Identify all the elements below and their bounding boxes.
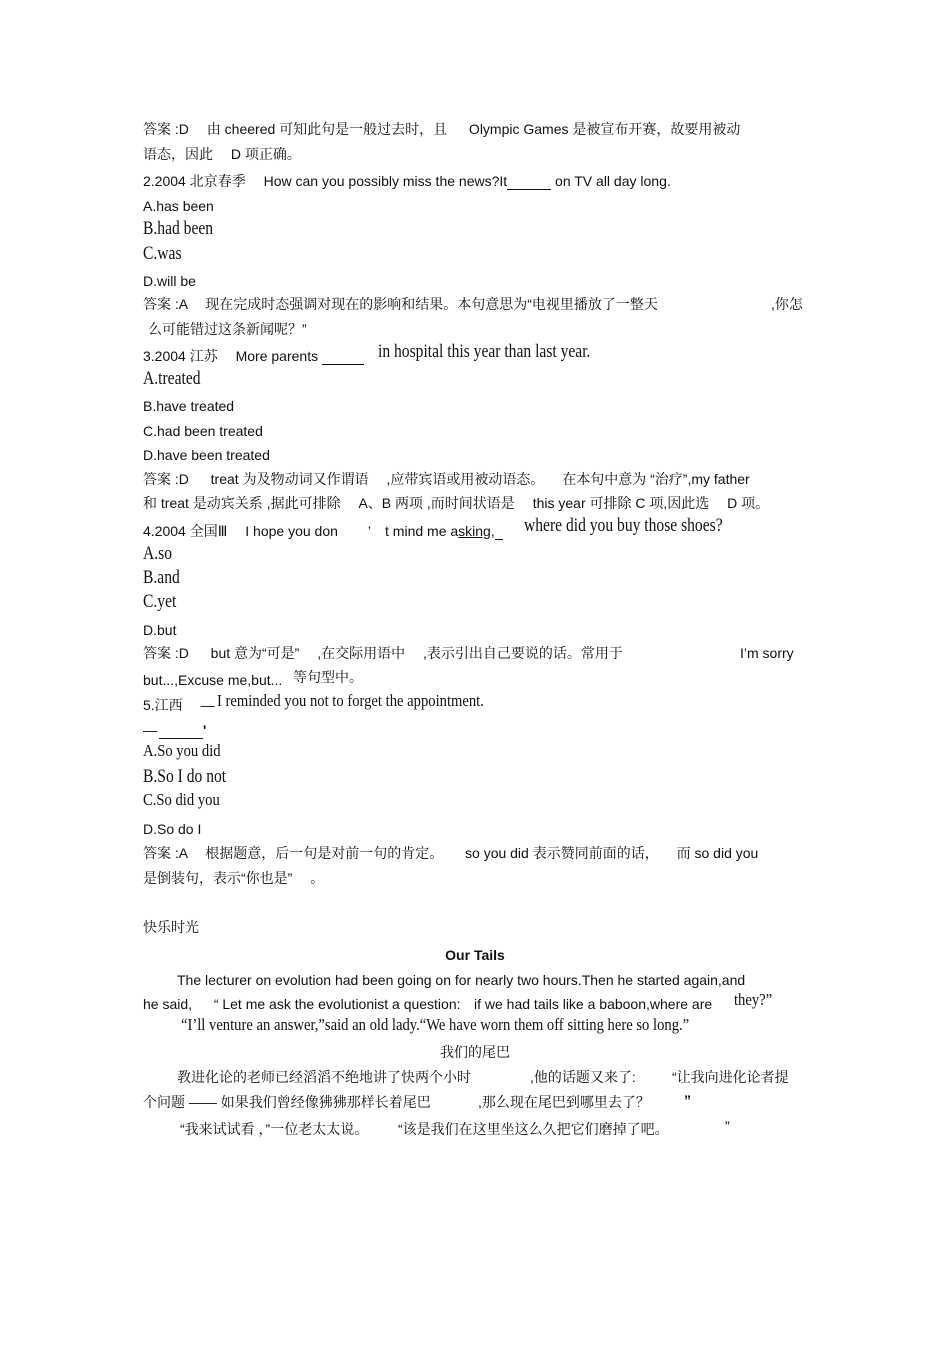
q2-stem [143,172,671,190]
q5-option-d: D.So do I [143,821,202,837]
joke-en-line2-a: he said, “ Let me ask the evolutionist a question: [143,996,461,1012]
joke-cn-title: 我们的尾巴 [440,1044,510,1060]
q5-option-a: A.So you did [143,741,221,760]
q3-answer-line2: 和 treat 是动宾关系 ,据此可排除 A、B 两项 ,而时间状语是 this year 可排除 C 项,因此选 D 项。 [143,495,770,511]
joke-cn-line1-a: 教进化论的老师已经滔滔不绝地讲了快两个小时 [177,1069,471,1085]
q3-stem-b: in hospital this year than last year. [378,341,591,362]
q5-answer-line1: 答案 :A 根据题意，后一句是对前一句的肯定。 so you did 表示赞同前面的话， 而 so did you [143,845,759,861]
q4-answer-line2-a: but...,Excuse me,but... [143,672,283,688]
q4-stem-a: 4.2004 全国Ⅲ I hope you don [143,523,338,539]
q1-answer-line2: 语态，因此 D 项正确。 [143,146,301,162]
joke-en-line2-b: if we had tails like a baboon,where are [474,996,713,1012]
joke-cn-line2-c: ” [684,1092,691,1108]
q4-stem-b: t mind me a [385,523,459,539]
q5-blank [159,724,203,739]
q5-option-b: B.So I do not [143,766,227,787]
joke-cn-line2-b: ,那么现在尾巴到哪里去了？ [478,1094,650,1110]
q3-option-b: B.have treated [143,398,235,414]
q5-response: — ' [143,722,207,738]
q1-answer-line1: 答案 :D 由 cheered 可知此句是一般过去时，且 Olympic Games 是被宣布开赛，故要用被动 [143,121,741,137]
q4-answer-line1-a: 答案 :D but 意为“可是” ,在交际用语中 ,表示引出自己要说的话。常用于 [143,645,623,661]
q4-option-b: B.and [143,567,180,588]
q5-option-c: C.So did you [143,790,220,809]
q2-option-c: C.was [143,243,182,264]
q2-option-d: D.will be [143,273,196,289]
q5-dash: — [143,722,157,738]
q4-stem-d: where did you buy those shoes? [524,515,723,536]
q2-option-a: A.has been [143,198,214,214]
q3-option-c: C.had been treated [143,423,263,439]
q2-stem-a: 2.2004 北京春季 How can you possibly miss the news?It [143,173,508,189]
q4-answer-line1-b: I’m sorry [740,645,794,661]
q4-option-c: C.yet [143,591,177,612]
q3-blank [322,350,364,365]
joke-cn-line2-a: 个问题 —— 如果我们曾经像狒狒那样长着尾巴 [143,1094,431,1110]
q3-stem [143,347,364,365]
q3-stem-a: 3.2004 江苏 More parents [143,348,319,364]
q4-blank [495,525,503,540]
q4-stem-c: sking, [458,523,495,539]
q2-answer-line2: 么可能错过这条新闻呢？” [148,321,307,337]
q2-answer-line1-end: ,你怎 [771,296,803,312]
joke-en-line1: The lecturer on evolution had been going on for nearly two hours.Then he started again,and [177,972,746,988]
joke-cn-line1-b: ,他的话题又来了: [530,1069,636,1085]
q2-blank [507,175,551,190]
q4-option-a: A.so [143,543,173,564]
q3-option-a: A.treated [143,368,201,389]
q5-stem-b: I reminded you not to forget the appointment. [217,691,484,710]
q3-answer-line1: 答案 :D treat 为及物动词又作谓语 ,应带宾语或用被动语态。 在本句中意为 “治疗”,my father [143,471,750,487]
q3-option-d: D.have been treated [143,447,270,463]
q4-stem [143,522,503,540]
joke-cn-line3-b: “该是我们在这里坐这么久把它们磨掉了吧。 [398,1121,669,1137]
q5-stem-a: 5.江西 — [143,697,215,713]
q4-option-d: D.but [143,622,177,638]
q5-answer-line2: 是倒装句，表示“你也是” 。 [143,870,325,886]
q4-answer-line2-b: 等句型中。 [293,669,363,685]
joke-cn-line1-c: “让我向进化论者提 [672,1069,789,1085]
q2-option-b: B.had been [143,218,214,239]
section-heading: 快乐时光 [143,919,199,935]
q2-answer-line1: 答案 :A 现在完成时态强调对现在的影响和结果。本句意思为“电视里播放了一整天 [143,296,658,312]
joke-en-line2-c: they?” [734,990,773,1009]
q4-apostrophe: ’ [367,523,372,539]
joke-title: Our Tails [445,947,505,963]
joke-cn-line3-c: ” [725,1118,730,1134]
joke-en-line3: “I’ll venture an answer,”said an old lady.“We have worn them off sitting here so long.” [181,1015,690,1034]
joke-cn-line3-a: “我来试试看 ，”一位老太太说。 [180,1121,369,1137]
q2-stem-b: on TV all day long. [555,173,671,189]
